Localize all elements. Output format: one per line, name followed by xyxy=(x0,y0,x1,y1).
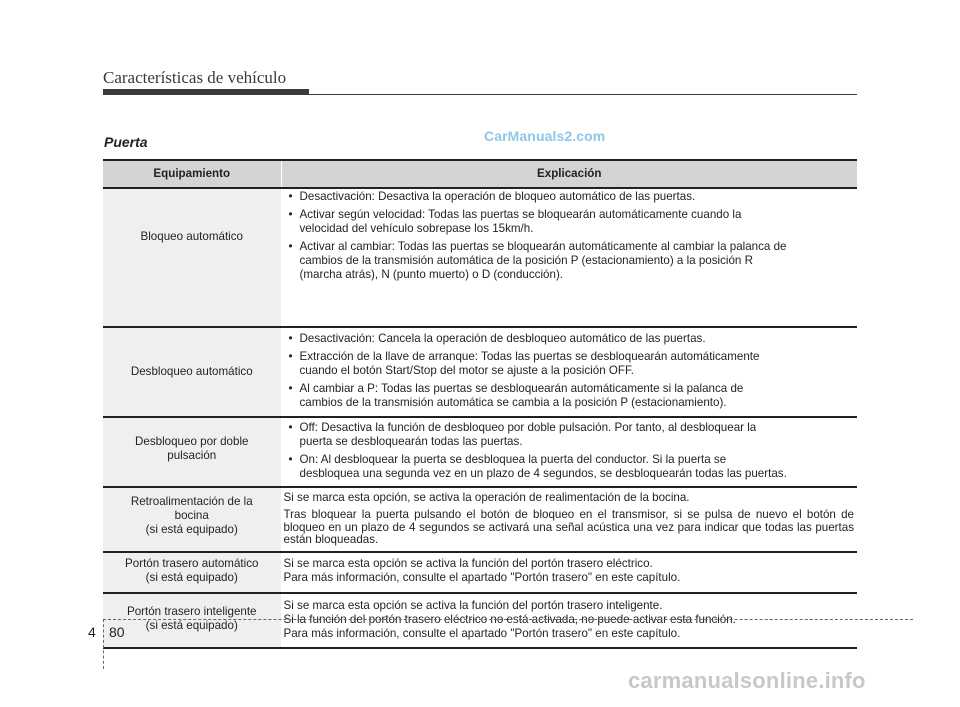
equipment-label-line: (si está equipado) xyxy=(145,523,238,536)
table-row xyxy=(103,327,857,417)
footer-dashed-divider xyxy=(103,619,104,669)
explanation-cell xyxy=(281,593,857,648)
bullet-list xyxy=(284,421,858,481)
explanation-line: Tras bloquear la puerta pulsando el botón de bloqueo en el transmisor, si se pulsa de nuevo el botón de bloqueo en un plazo de 4 segundos se activará una señal acústica una vez para indicar que todas las puertas están bloqueadas. xyxy=(283,508,854,546)
chapter-number: 4 xyxy=(88,624,96,640)
equipment-label-line: Portón trasero automático xyxy=(125,556,259,570)
table-row xyxy=(103,188,857,327)
equipment-label-line: Portón trasero inteligente xyxy=(126,604,257,618)
equipment-cell xyxy=(103,593,281,648)
explanation-line: Si se marca esta opción se activa la función del portón trasero eléctrico. xyxy=(283,556,653,570)
equipment-table xyxy=(103,159,857,649)
page-number: 80 xyxy=(109,624,125,640)
explanation-cell xyxy=(281,188,857,327)
equipment-label: Bloqueo automático xyxy=(140,230,243,243)
explanation-cell xyxy=(281,487,857,552)
equipment-label: Desbloqueo automático xyxy=(130,365,253,378)
equipment-cell xyxy=(103,188,281,327)
bullet-list xyxy=(284,190,858,282)
equipment-cell xyxy=(103,327,281,417)
equipment-label-line: Desbloqueo por doble xyxy=(135,435,249,448)
explanation-line: Para más información, consulte el apartado "Portón trasero" en este capítulo. xyxy=(283,626,681,640)
equipment-label-line: Retroalimentación de la xyxy=(130,495,253,508)
list-item: • Desactivación: Cancela la operación de desbloqueo automático de las puertas. xyxy=(288,332,706,345)
explanation-line: Si se marca esta opción, se activa la operación de realimentación de la bocina. xyxy=(283,491,690,504)
equipment-label-line: pulsación xyxy=(167,449,217,462)
header-rule-thin xyxy=(309,94,857,95)
table-header-row xyxy=(103,160,857,188)
list-item: • On: Al desbloquear la puerta se desbloquea la puerta del conductor. Si la puerta se desbloquea una segunda vez en un plazo de 4 segundos, se desbloquearán todas las puertas. xyxy=(288,453,787,480)
header-rule-thick xyxy=(103,89,309,95)
explanation-cell xyxy=(281,417,857,487)
equipment-label-line: (si está equipado) xyxy=(145,570,238,584)
bullet-list xyxy=(284,332,858,410)
equipment-label-line: bocina xyxy=(174,509,209,522)
watermark-text: CarManuals2.com xyxy=(484,128,606,144)
equipment-cell xyxy=(103,417,281,487)
column-header-equipment: Equipamiento xyxy=(103,160,281,188)
explanation-line: Si la función del portón trasero eléctrico no está activada, no puede activar esta función. xyxy=(283,612,736,626)
explanation-cell xyxy=(281,327,857,417)
column-header-explanation: Explicación xyxy=(281,160,857,188)
explanation-cell xyxy=(281,552,857,593)
section-title: Puerta xyxy=(104,134,148,150)
explanation-line: Si se marca esta opción se activa la función del portón trasero inteligente. xyxy=(283,598,663,612)
table-row xyxy=(103,593,857,648)
table-row xyxy=(103,552,857,593)
site-watermark: carmanualsonline.info xyxy=(628,668,866,693)
equipment-cell xyxy=(103,552,281,593)
list-item: • Desactivación: Desactiva la operación de bloqueo automático de las puertas. xyxy=(288,190,696,203)
table-row xyxy=(103,487,857,552)
table-row xyxy=(103,417,857,487)
list-item: • Al cambiar a P: Todas las puertas se desbloquearán automáticamente si la palanca de cambios de la transmisión automática se cambia a la posición P (estacionamiento). xyxy=(288,382,744,409)
list-item: • Off: Desactiva la función de desbloqueo por doble pulsación. Por tanto, al desbloquear la puerta se desbloquearán todas las puertas. xyxy=(288,421,757,448)
explanation-line: Para más información, consulte el apartado "Portón trasero" en este capítulo. xyxy=(283,570,681,584)
equipment-label-line: (si está equipado) xyxy=(145,618,238,632)
equipment-cell xyxy=(103,487,281,552)
footer-dashed-rule xyxy=(103,619,913,620)
chapter-header-title: Características de vehículo xyxy=(103,68,287,87)
list-item: • Activar al cambiar: Todas las puertas se bloquearán automáticamente al cambiar la palanca de cambios de la transmisión automática de la posición P (estacionamiento) a la posición R (marcha atrás), N (punto muerto) o D (conducción). xyxy=(288,240,787,281)
list-item: • Activar según velocidad: Todas las puertas se bloquearán automáticamente cuando la velocidad del vehículo sobrepase los 15km/h. xyxy=(288,208,742,235)
list-item: • Extracción de la llave de arranque: Todas las puertas se desbloquearán automáticamente cuando el botón Start/Stop del motor se ajuste a la posición OFF. xyxy=(288,350,760,377)
